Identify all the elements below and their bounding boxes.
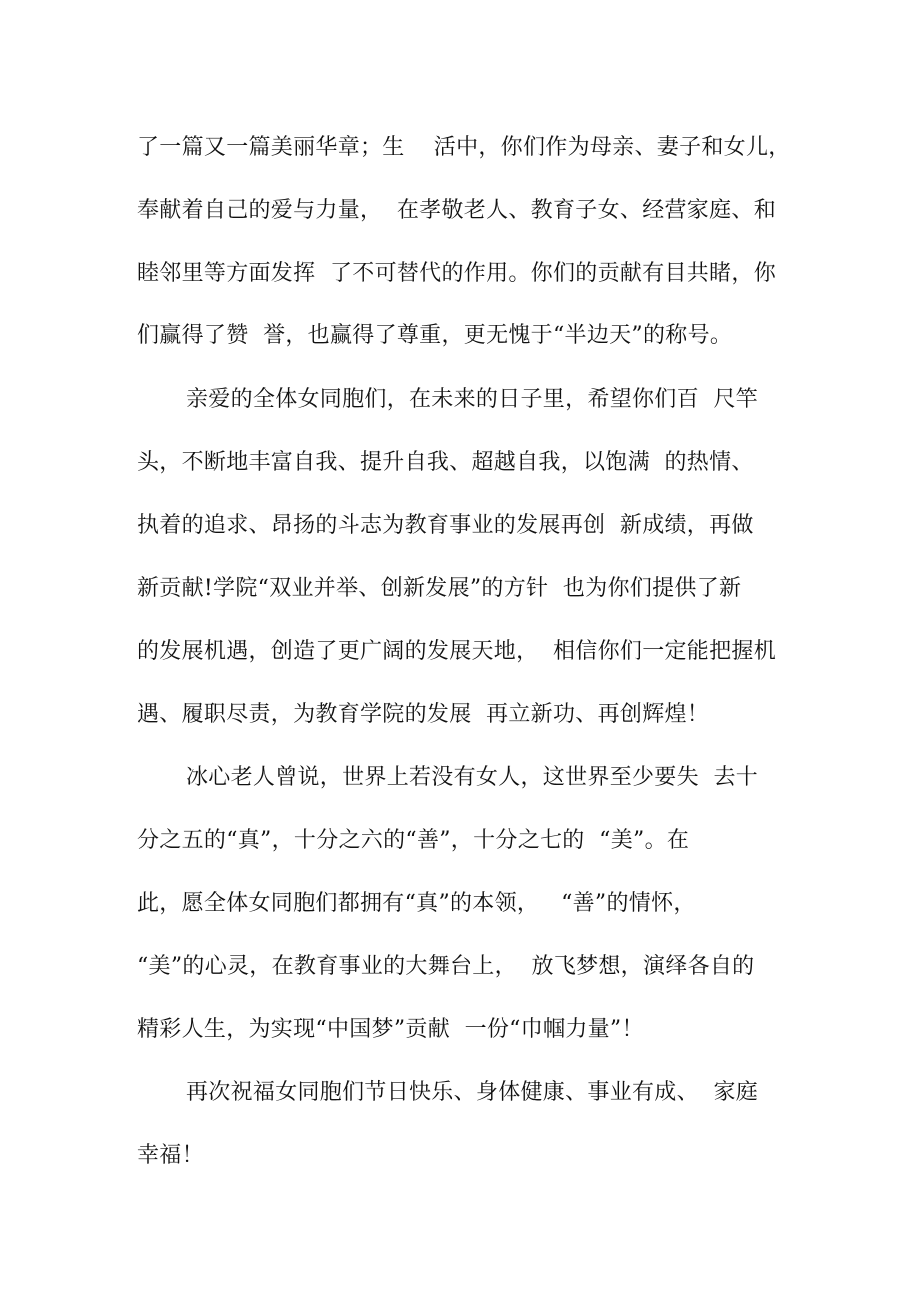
- paragraph-start-line: 亲爱的全体女同胞们，在未来的日子里，希望你们百 尺竿: [186, 387, 759, 412]
- body-text-line: 头，不断地丰富自我、提升自我、超越自我，以饱满 的热情、: [137, 450, 754, 475]
- paragraph-start-line: 再次祝福女同胞们节日快乐、身体健康、事业有成、 家庭: [186, 1080, 759, 1105]
- body-text-line: 此，愿全体女同胞们都拥有“真”的本领， “善”的情怀，: [137, 891, 696, 916]
- body-text-line: 分之五的“真”，十分之六的“善”，十分之七的 “美”。在: [137, 828, 690, 853]
- body-text-line: “美”的心灵，在教育事业的大舞台上， 放飞梦想，演绎各自的: [137, 954, 755, 979]
- body-text-line: 幸福！: [137, 1143, 204, 1168]
- body-text-line: 们赢得了赞 誉，也赢得了尊重，更无愧于“半边天”的称号。: [137, 323, 733, 348]
- body-text-line: 遇、履职尽责，为教育学院的发展 再立新功、再创辉煌！: [137, 702, 710, 727]
- body-text-line: 睦邻里等方面发挥 了不可替代的作用。你们的贡献有目共睹，你: [137, 261, 776, 286]
- body-text-line: 执着的追求、昂扬的斗志为教育事业的发展再创 新成绩，再做: [137, 513, 754, 538]
- body-text-line: 了一篇又一篇美丽华章；生 活中，你们作为母亲、妻子和女儿，: [137, 135, 791, 160]
- body-text-line: 的发展机遇，创造了更广阔的发展天地， 相信你们一定能把握机: [137, 639, 776, 664]
- body-text-line: 新贡献!学院“双业并举、创新发展”的方针 也为你们提供了新: [137, 576, 742, 601]
- body-text-line: 精彩人生，为实现“中国梦”贡献 一份“巾帼力量”！: [137, 1017, 644, 1042]
- paragraph-start-line: 冰心老人曾说，世界上若没有女人，这世界至少要失 去十: [186, 765, 759, 790]
- body-text-line: 奉献着自己的爱与力量， 在孝敬老人、教育子女、经营家庭、和: [137, 198, 776, 223]
